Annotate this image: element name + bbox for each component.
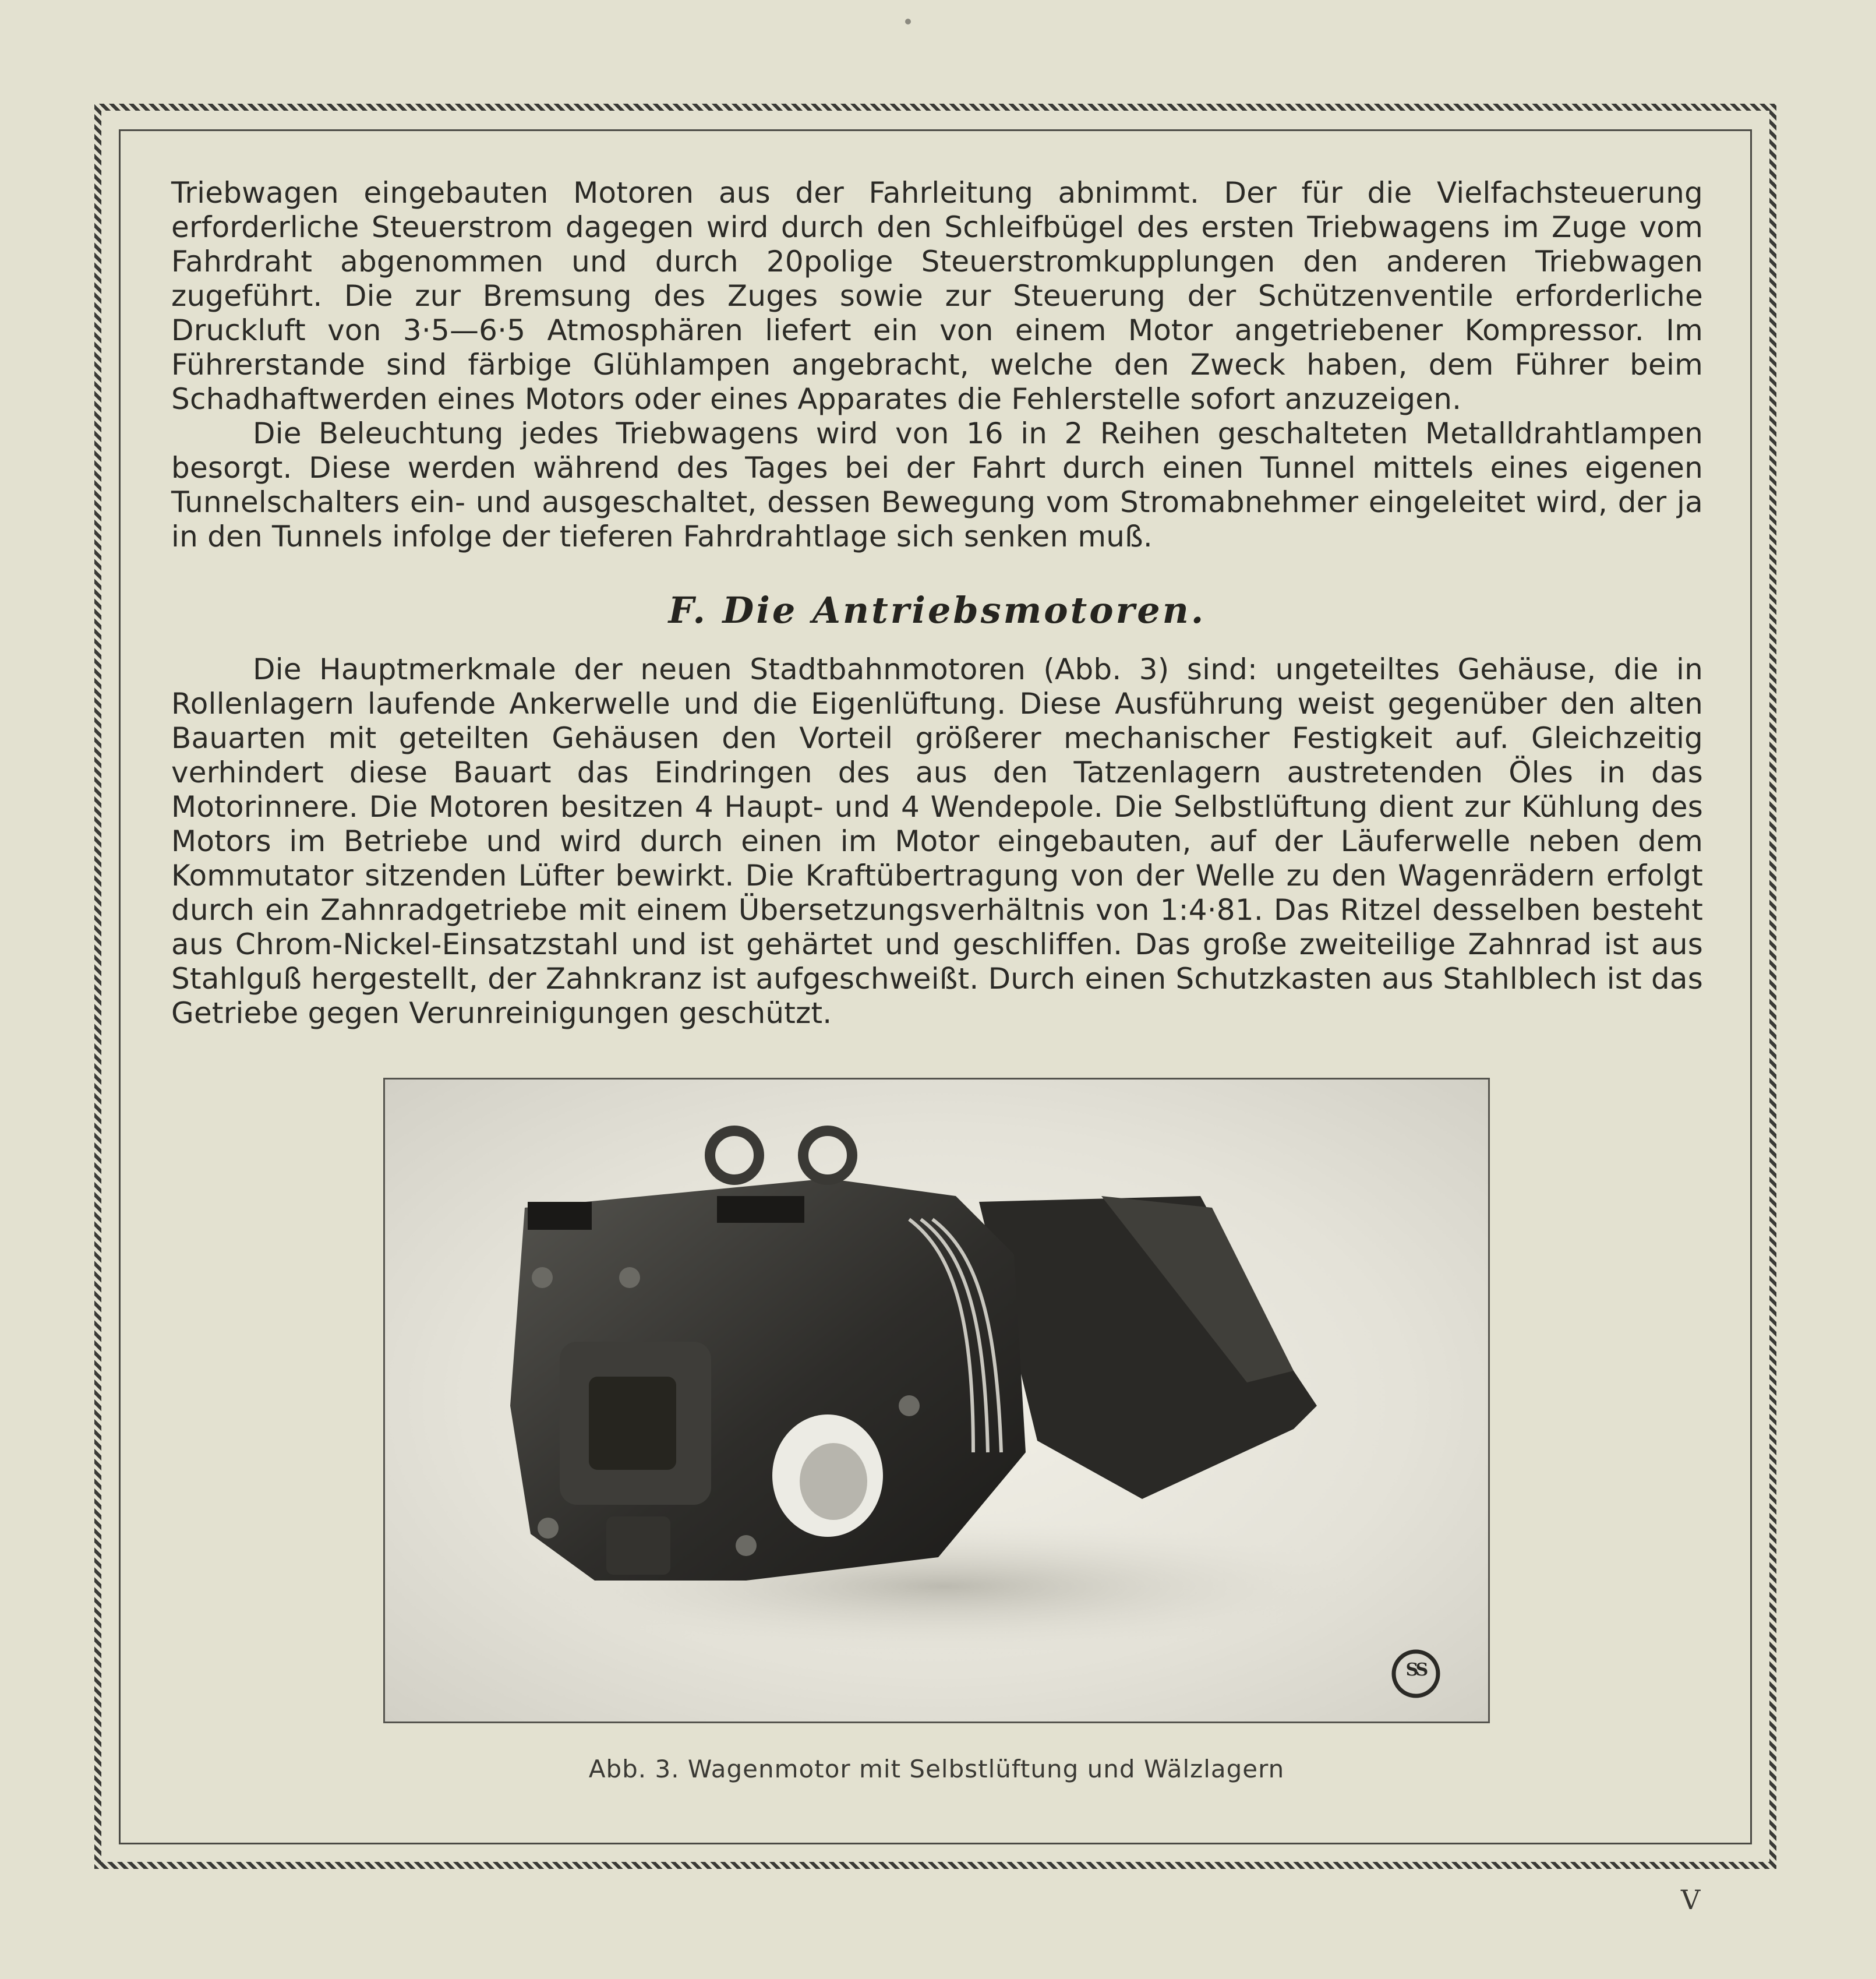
paragraph-motors: Die Hauptmerkmale der neuen Stadtbahnmotoren (Abb. 3) sind: ungeteiltes Gehäuse, die in Rollenlagern laufende Ankerwelle und die Eigenlüftung. Diese Ausführung weist gegenüber den alten Bauarten mit geteilten Gehäusen den Vorteil größerer mechanischer Festigkeit auf. Gleichzeitig verhindert diese Bauart das Eindringen des aus den Tatzenlagern austretenden Öles in das Motorinnere. Die Motoren besitzen 4 Haupt- und 4 Wendepole. Die Selbstlüftung dient zur Kühlung des Motors im Betriebe und wird durch einen im Motor eingebauten, auf der Läuferwelle neben dem Kommutator sitzenden Lüfter bewirkt. Die Kraftübertragung von der Welle zu den Wagenrädern erfolgt durch ein Zahnradgetriebe mit einem Übersetzungsverhältnis von 1:4·81. Das Ritzel desselben besteht aus Chrom-Nickel-Einsatzstahl und ist gehärtet und geschliffen. Das große zweiteilige Zahnrad ist aus Stahlguß hergestellt, der Zahnkranz ist aufgeschweißt. Durch einen Schutzkasten aus Stahlblech ist das Getriebe gegen Verunreinigungen geschützt. <box>171 652 1703 1030</box>
page-number: V <box>1681 1884 1701 1915</box>
page-body <box>171 176 1703 1031</box>
motor-illustration <box>385 1080 1490 1723</box>
paragraph-lighting: Die Beleuchtung jedes Triebwagens wird von 16 in 2 Reihen geschalteten Metalldrahtlampen besorgt. Diese werden während des Tages bei der Fahrt durch einen Tunnel mittels eines eigenen Tunnelschalters ein- und ausgeschaltet, dessen Bewegung vom Stromabnehmer eingeleitet wird, der ja in den Tunnels infolge der tieferen Fahrdrahtlage sich senken muß. <box>171 417 1703 553</box>
figure-caption: Abb. 3. Wagenmotor mit Selbstlüftung und Wälzlagern <box>588 1755 1285 1783</box>
logo-text: SS <box>1405 1660 1426 1680</box>
section-heading: F. Die Antriebsmotoren. <box>668 589 1206 632</box>
paragraph-traction-control: Triebwagen eingebauten Motoren aus der Fahrleitung abnimmt. Der für die Vielfachsteuerung erforderliche Steuerstrom dagegen wird durch den Schleifbügel des ersten Triebwagens im Zuge vom Fahrdraht abgenommen und durch 20polige Steuerstromkupplungen den anderen Triebwagen zugeführt. Die zur Bremsung des Zuges sowie zur Steuerung der Schützenventile erforderliche Druckluft von 3·5—6·5 Atmosphären liefert ein von einem Motor angetriebener Kompressor. Im Führerstande sind färbige Glühlampen angebracht, welche den Zweck haben, dem Führer beim Schadhaftwerden eines Motors oder eines Apparates die Fehlerstelle sofort anzuzeigen. <box>171 176 1703 416</box>
motor-photograph <box>383 1078 1490 1723</box>
paper-speck <box>905 19 911 24</box>
